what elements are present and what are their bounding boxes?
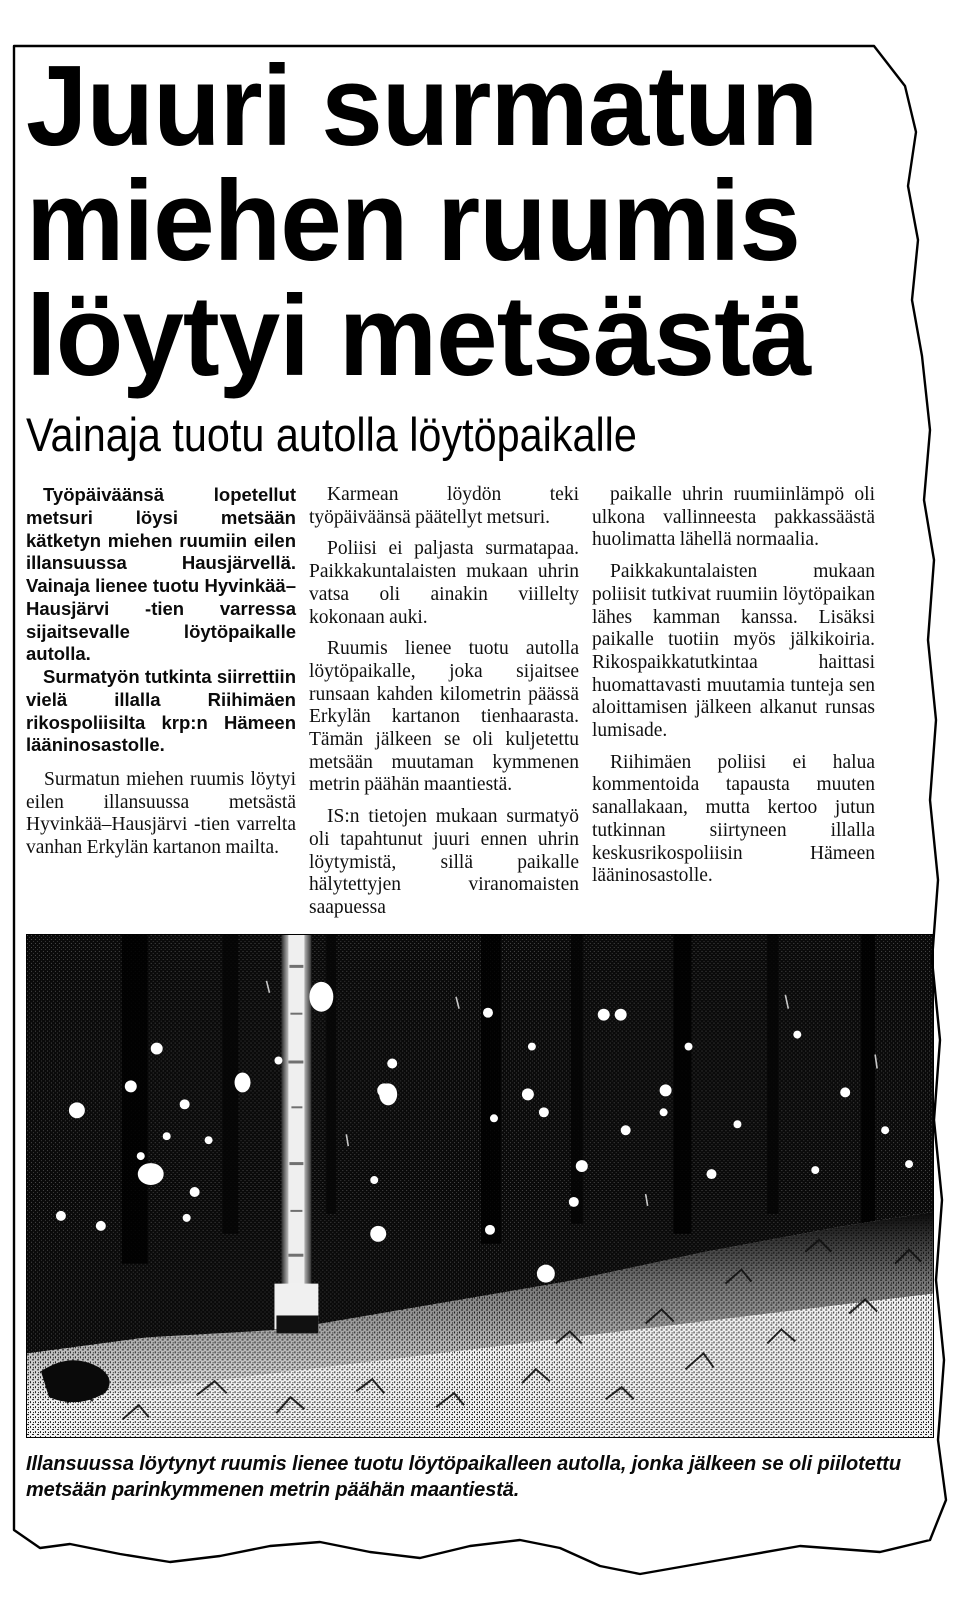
body-paragraph: IS:n tietojen mukaan surmatyö oli tapahtunut juuri ennen uhrin löytymistä, sillä paikalle hälytettyjen viranomaisten saapuessa bbox=[309, 806, 579, 918]
news-photo-image bbox=[27, 935, 933, 1437]
caption-line-2: metsään parinkymmenen metrin päähän maantiestä. bbox=[26, 1479, 520, 1502]
column-3 bbox=[592, 484, 875, 888]
article-columns bbox=[26, 484, 934, 920]
headline-line-2: miehen ruumis bbox=[26, 158, 800, 285]
body-paragraph: Ruumis lienee tuotu autolla löytöpaikalle, joka sijaitsee runsaan kahden kilometrin päässä Erkylän kartanon tienhaarasta. Tämän jälkeen se oli kuljetettu metsään muutaman kymmenen metrin päähän maantiestä. bbox=[309, 638, 579, 796]
caption-line-1: Illansuussa löytynyt ruumis lienee tuotu löytöpaikalleen autolla, jonka jälkeen se oli piilotettu bbox=[26, 1452, 901, 1475]
body-paragraph: Poliisi ei paljasta surmatapaa. Paikkakuntalaisten mukaan uhrin vatsa oli ainakin viillelty kokonaan auki. bbox=[309, 538, 579, 628]
headline-line-1: Juuri surmatun bbox=[26, 43, 818, 170]
body-paragraph: Surmatun miehen ruumis löytyi eilen illansuussa metsästä Hyvinkää–Hausjärvi -tien varrelta vanhan Erkylän kartanon mailta. bbox=[26, 769, 296, 859]
page-title bbox=[26, 43, 907, 400]
headline-line-3: löytyi metsästä bbox=[26, 273, 811, 400]
lead-paragraph: Surmatyön tutkinta siirrettiin vielä illalla Riihimäen rikospoliisilta krp:n Hämeen lääninosastolle. bbox=[26, 666, 296, 756]
clipping-content bbox=[26, 43, 934, 1503]
body-paragraph: Karmean löydön teki työpäiväänsä päätellyt metsuri. bbox=[309, 484, 579, 528]
photo-caption bbox=[26, 1451, 932, 1504]
body-paragraph: Paikkakuntalaisten mukaan poliisit tutkivat ruumiin löytöpaikan lähes kamman kanssa. Lisäksi paikalle tuotiin myös jälkikoiria. Rikospaikkatutkintaa haittasi huomattavasti muutamia tunteja sen aloittamisen jälkeen alkanut runsas lumisade. bbox=[592, 561, 875, 742]
subheadline: Vainaja tuotu autolla löytöpaikalle bbox=[26, 408, 637, 461]
column-1 bbox=[26, 484, 309, 860]
body-paragraph: Riihimäen poliisi ei halua kommentoida tapausta muuten sanallakaan, mutta kertoo jutun tutkinnan siirtyneen illalla keskusrikospoliisin Hämeen lääninosastolle. bbox=[592, 751, 875, 887]
news-photo bbox=[26, 934, 934, 1438]
column-2 bbox=[309, 484, 592, 920]
lead-paragraph: Työpäiväänsä lopetellut metsuri löysi metsään kätketyn miehen ruumiin eilen illansuussa Hausjärvellä. Vainaja lienee tuotu Hyvinkää–Hausjärvi -tien varressa sijaitsevalle löytöpaikalle autolla. bbox=[26, 484, 296, 665]
body-paragraph: paikalle uhrin ruumiinlämpö oli ulkona vallinneesta pakkassäästä huolimatta lähellä normaalia. bbox=[592, 484, 875, 551]
